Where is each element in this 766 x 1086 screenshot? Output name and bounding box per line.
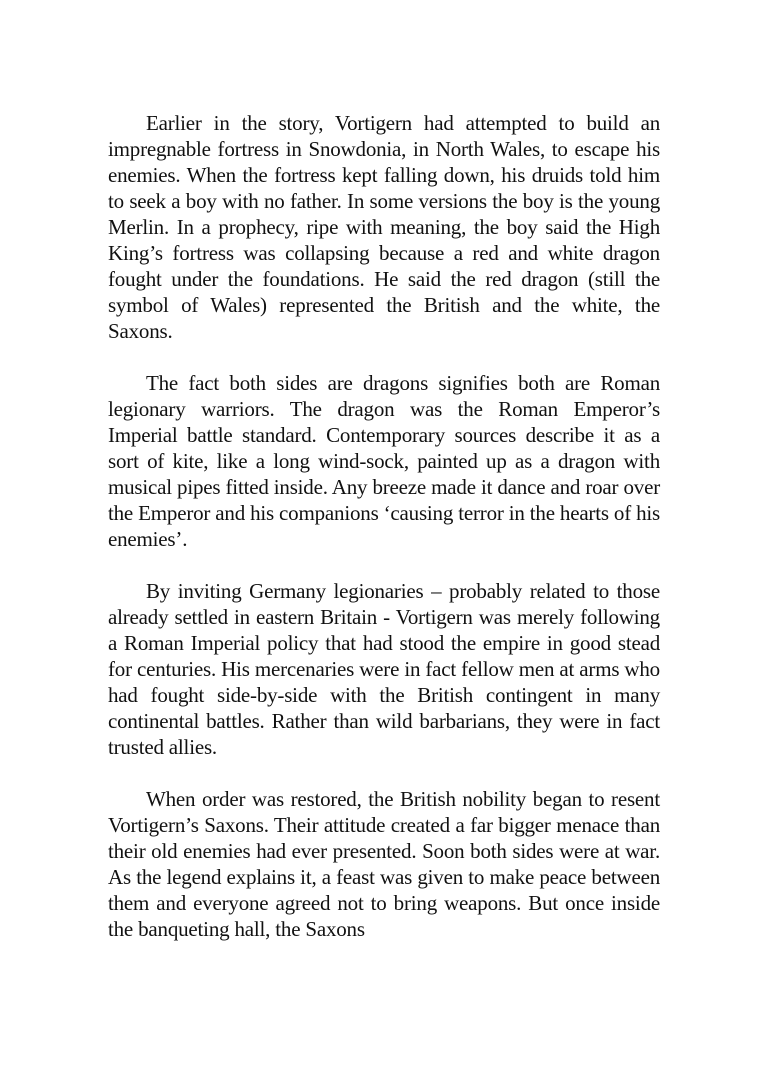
paragraph-british-nobility: When order was restored, the British nobility began to resent Vortigern’s Saxons. Their attitude created a far bigger menace than their old enemies had ever presented. Soon both sides were at war. As the legend explains it, a feast was given to make peace between them and everyone agreed not to bring weapons. But once inside the banqueting hall, the Saxons xyxy=(108,787,660,941)
document-page xyxy=(108,110,660,942)
paragraph-vortigern-fortress: Earlier in the story, Vortigern had attempted to build an impregnable fortress in Snowdonia, in North Wales, to escape his enemies. When the fortress kept falling down, his druids told him to seek a boy with no father. In some versions the boy is the young Merlin. In a prophecy, ripe with meaning, the boy said the High King’s fortress was collapsing because a red and white dragon fought under the foundations. He said the red dragon (still the symbol of Wales) represented the British and the white, the Saxons. xyxy=(108,111,660,343)
paragraph-germany-legionaries: By inviting Germany legionaries – probably related to those already settled in eastern Britain - Vortigern was merely following a Roman Imperial policy that had stood the empire in good stead for centuries. His mercenaries were in fact fellow men at arms who had fought side-by-side with the British contingent in many continental battles. Rather than wild barbarians, they were in fact trusted allies. xyxy=(108,579,660,759)
paragraph-dragon-standard: The fact both sides are dragons signifies both are Roman legionary warriors. The dragon was the Roman Emperor’s Imperial battle standard. Contemporary sources describe it as a sort of kite, like a long wind-sock, painted up as a dragon with musical pipes fitted inside. Any breeze made it dance and roar over the Emperor and his companions ‘causing terror in the hearts of his enemies’. xyxy=(108,371,660,551)
